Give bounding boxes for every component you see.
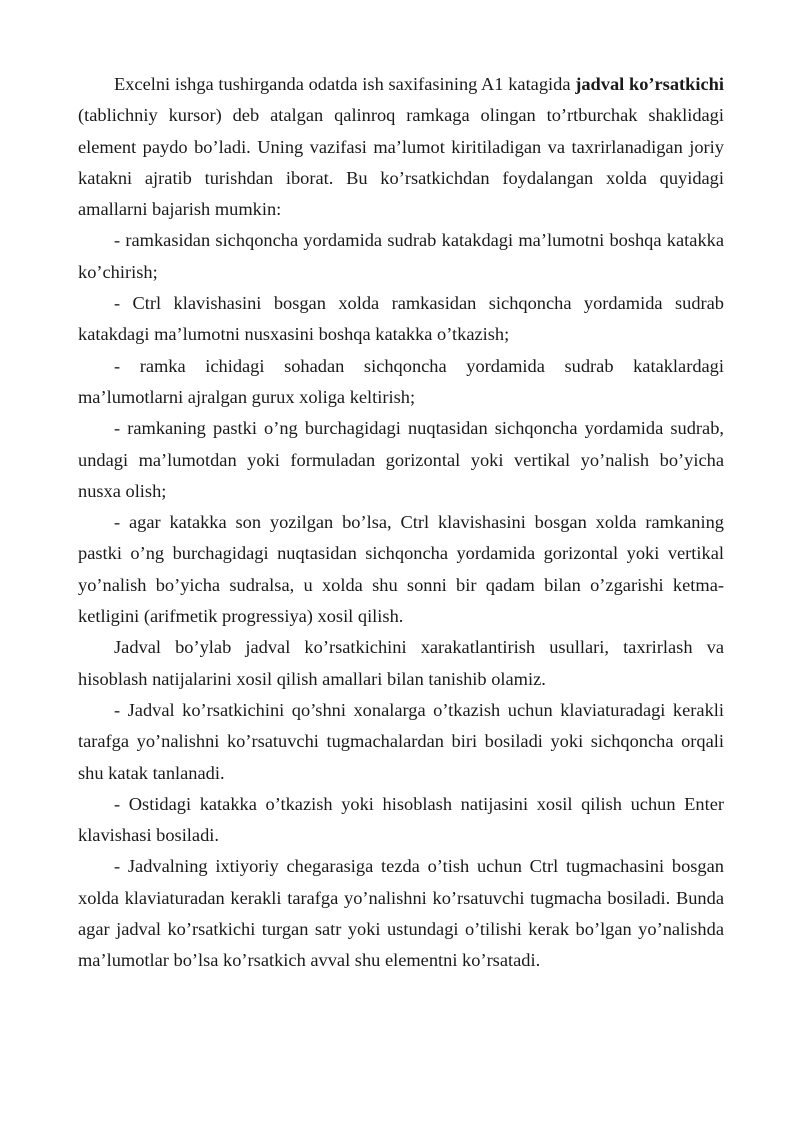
nav-list-item: - Ostidagi katakka o’tkazish yoki hisoblash natijasini xosil qilish uchun Enter klavishasi bosiladi. xyxy=(78,793,724,846)
document-page xyxy=(78,69,724,977)
list-item: - Ctrl klavishasini bosgan xolda ramkasidan sichqoncha yordamida sudrab katakdagi ma’lumotni nusxasini boshqa katakka o’tkazish; xyxy=(78,293,724,345)
intro-text-before: Excelni ishga tushirganda odatda ish saxifasining A1 katagida xyxy=(114,74,576,94)
list-item: - ramkasidan sichqoncha yordamida sudrab katakdagi ma’lumotni boshqa katakka ko’chirish; xyxy=(78,230,724,282)
intro-bold-term: jadval ko’rsatkichi xyxy=(575,74,724,94)
nav-list-item: - Jadval ko’rsatkichini qo’shni xonalarga o’tkazish uchun klaviaturadagi kerakli tarafga yo’nalishni ko’rsatuvchi tugmachalardan biri bosiladi yoki sichqoncha orqali shu katak tanlanadi. xyxy=(78,699,724,783)
intro-text-after: (tablichniy kursor) deb atalgan qalinroq ramkaga olingan to’rtburchak shaklidagi element paydo bo’ladi. Uning vazifasi ma’lumot kiritiladigan va taxrirlanadigan joriy katakni ajratib turishdan iborat. Bu ko’rsatkichdan foydalangan xolda quyidagi amallarni bajarish mumkin: xyxy=(78,105,724,220)
section-intro-paragraph: Jadval bo’ylab jadval ko’rsatkichini xarakatlantirish usullari, taxrirlash va hisoblash natijalarini xosil qilish amallari bilan tanishib olamiz. xyxy=(78,637,724,689)
list-item: - ramkaning pastki o’ng burchagidagi nuqtasidan sichqoncha yordamida sudrab, undagi ma’lumotdan yoki formuladan gorizontal yoki vertikal yo’nalish bo’yicha nusxa olish; xyxy=(78,418,724,501)
list-item: - ramka ichidagi sohadan sichqoncha yordamida sudrab kataklardagi ma’lumotlarni ajralgan gurux xoliga keltirish; xyxy=(78,355,724,407)
nav-list-item: - Jadvalning ixtiyoriy chegarasiga tezda o’tish uchun Ctrl tugmachasini bosgan xolda klaviaturadan kerakli tarafga yo’nalishni ko’rsatuvchi tugmacha bosiladi. Bunda agar jadval ko’rsatkichi turgan satr yoki ustundagi o’tilishi kerak bo’lgan yo’nalishda ma’lumotlar bo’lsa ko’rsatkich avval shu elementni ko’rsatadi. xyxy=(78,856,724,971)
list-item: - agar katakka son yozilgan bo’lsa, Ctrl klavishasini bosgan xolda ramkaning pastki o’ng burchagidagi nuqtasidan sichqoncha yordamida gorizontal yoki vertikal yo’nalish bo’yicha sudralsa, u xolda shu sonni bir qadam bilan o’zgarishi ketma-ketligini (arifmetik progressiya) xosil qilish. xyxy=(78,512,724,627)
intro-paragraph xyxy=(78,69,724,225)
